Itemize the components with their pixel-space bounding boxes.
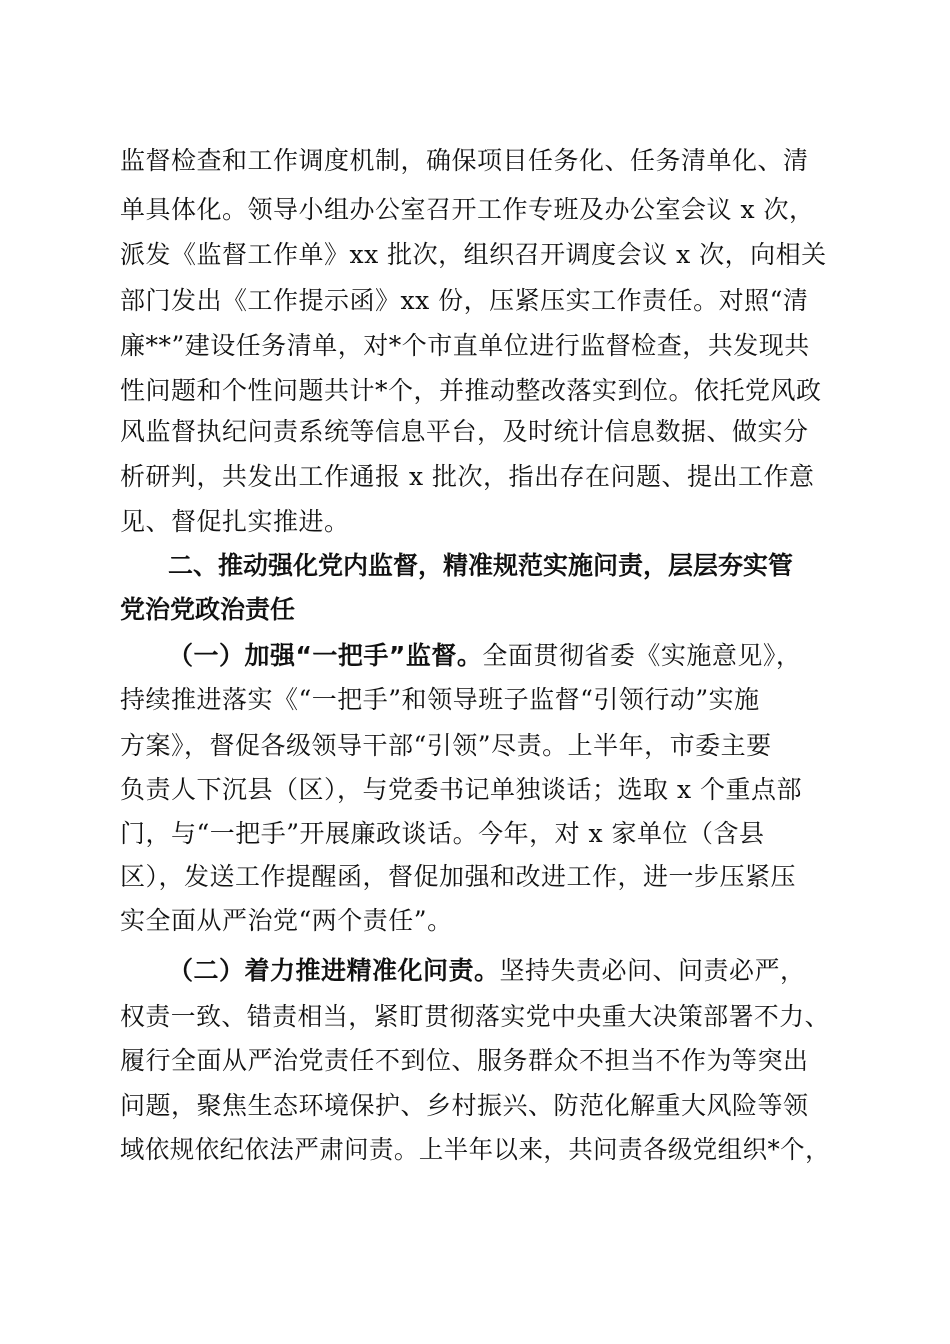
paragraph-line: 风监督执纪问责系统等信息平台，及时统计信息数据、做实分 <box>120 417 809 446</box>
subsection-text: 全面贯彻省委《实施意见》， <box>482 641 802 670</box>
paragraph-line: 派发《监督工作单》xx 批次，组织召开调度会议 x 次，向相关 <box>120 240 827 269</box>
paragraph-line: 单具体化。领导小组办公室召开工作专班及办公室会议 x 次， <box>120 195 815 224</box>
subsection-first-line <box>168 639 801 673</box>
paragraph-line: 实全面从严治党“两个责任”。 <box>120 906 453 935</box>
subsection-title: （一）加强“一把手”监督。 <box>168 641 483 670</box>
paragraph-line: 区），发送工作提醒函，督促加强和改进工作，进一步压紧压 <box>120 862 797 891</box>
subsection-title: （二）着力推进精准化问责。 <box>168 956 500 985</box>
subsection-text: 坚持失责必问、问责必严， <box>499 956 806 985</box>
subsection-first-line <box>168 954 806 988</box>
paragraph-line: 部门发出《工作提示函》xx 份，压紧压实工作责任。对照“清 <box>120 286 809 315</box>
paragraph-line: 持续推进落实《“一把手”和领导班子监督“引领行动”实施 <box>120 685 760 714</box>
paragraph-line: 析研判，共发出工作通报 x 批次，指出存在问题、提出工作意 <box>120 462 815 491</box>
paragraph-line: 权责一致、错责相当，紧盯贯彻落实党中央重大决策部署不力、 <box>120 1002 831 1031</box>
paragraph-line: 方案》，督促各级领导干部“引领”尽责。上半年，市委主要 <box>120 731 772 760</box>
paragraph-line: 见、督促扎实推进。 <box>120 507 350 536</box>
paragraph-line: 门，与“一把手”开展廉政谈话。今年，对 x 家单位（含县 <box>120 819 765 848</box>
paragraph-line: 监督检查和工作调度机制，确保项目任务化、任务清单化、清 <box>120 146 809 175</box>
paragraph-line: 域依规依纪依法严肃问责。上半年以来，共问责各级党组织*个， <box>120 1135 831 1164</box>
paragraph-line: 廉**”建设任务清单，对*个市直单位进行监督检查，共发现共 <box>120 331 810 360</box>
section-heading-continued: 党治党政治责任 <box>120 595 296 624</box>
paragraph-line: 履行全面从严治党责任不到位、服务群众不担当不作为等突出 <box>120 1046 809 1075</box>
paragraph-line: 问题，聚焦生态环境保护、乡村振兴、防范化解重大风险等领 <box>120 1091 809 1120</box>
paragraph-line: 负责人下沉县（区），与党委书记单独谈话；选取 x 个重点部 <box>120 775 802 804</box>
paragraph-line: 性问题和个性问题共计*个，并推动整改落实到位。依托党风政 <box>120 376 822 405</box>
section-heading: 二、推动强化党内监督，精准规范实施问责，层层夯实管 <box>168 551 794 580</box>
